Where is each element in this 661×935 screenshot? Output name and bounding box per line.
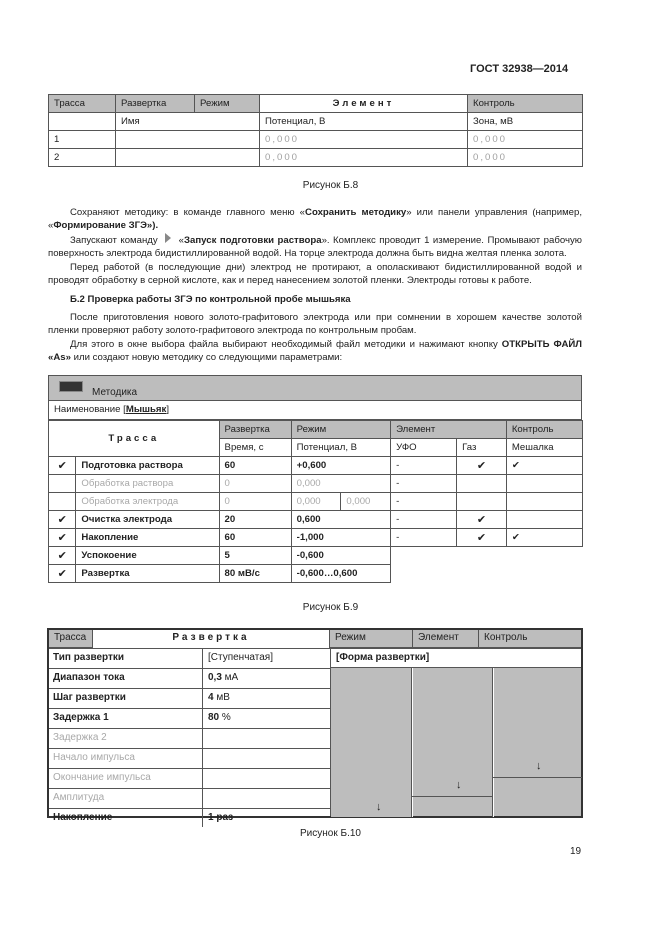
stirrer-checkbox[interactable]: ✔ [506,457,582,475]
setting-row [49,668,330,688]
stirrer-checkbox[interactable] [506,493,582,511]
method-name-row: Наименование [Мышьяк] [48,401,582,420]
time-input[interactable]: 20 [219,511,291,529]
checkbox-checked[interactable]: ✔ [49,529,76,547]
method-table-b9 [48,420,583,583]
gas-checkbox[interactable] [457,475,507,493]
window-title: Методика [92,387,138,398]
gas-checkbox[interactable]: ✔ [457,511,507,529]
tab-element[interactable]: Элемент [260,95,468,113]
time-input[interactable]: 0 [219,493,291,511]
tab-rezhim[interactable]: Режим [291,421,390,439]
accumulation-input[interactable]: 1 раз [208,812,234,823]
stirrer-checkbox[interactable]: ✔ [506,529,582,547]
potential-2-input[interactable]: 0,000 [341,493,391,511]
setting-label: Накопление [49,809,203,827]
ufo-value[interactable]: - [391,475,457,493]
zone-input[interactable]: 0,000 [468,131,583,149]
potential-input[interactable]: 0,600 [291,511,390,529]
potential-input[interactable]: 0,000 [260,149,468,167]
setting-label: Амплитуда [49,789,203,808]
setting-row [49,688,330,708]
scan-settings-panel [47,628,583,823]
figure-caption-b9: Рисунок Б.9 [302,602,359,613]
scan-step-input[interactable]: 4 мВ [208,692,230,703]
stage-name: Успокоение [76,547,219,565]
setting-label: Задержка 1 [49,709,203,728]
scan-rate-input[interactable]: 80 мВ/с [219,565,291,583]
setting-row [49,788,330,808]
checkbox-checked[interactable]: ✔ [49,565,76,583]
tab-kontrol[interactable]: Контроль [479,630,581,648]
checkbox-checked[interactable]: ✔ [49,457,76,475]
gas-checkbox[interactable] [457,493,507,511]
potential-input[interactable]: -0,600 [291,547,390,565]
col-gas-header: Газ [457,439,507,457]
stage-name: Очистка электрода [76,511,219,529]
potential-input[interactable]: 0,000 [291,493,341,511]
potential-input[interactable]: 0,000 [291,475,390,493]
delay-2-input[interactable] [203,729,213,748]
time-input[interactable]: 60 [219,457,291,475]
setting-row [49,728,330,748]
tab-kontrol[interactable]: Контроль [468,95,583,113]
checkbox-unchecked[interactable] [49,475,76,493]
col-name-header: Имя [116,113,260,131]
col-zone-header: Зона, мВ [468,113,583,131]
tab-kontrol[interactable]: Контроль [506,421,582,439]
setting-row [49,808,330,827]
col-potential-header: Потенциал, В [260,113,468,131]
potential-input[interactable]: 0,000 [260,131,468,149]
checkbox-checked[interactable]: ✔ [49,547,76,565]
trassa-header: Трасса [49,421,220,457]
setting-label: Окончание импульса [49,769,203,788]
setting-label: Начало импульса [49,749,203,768]
method-name-input[interactable]: Мышьяк [125,404,167,415]
setting-label: Шаг развертки [49,689,203,708]
potential-input[interactable]: -1,000 [291,529,390,547]
tab-razvertka[interactable]: Развертка [219,421,291,439]
paragraph-launch: Запускают команду «Запуск подготовки раствора». Комплекс проводит 1 измерение. Промывают рабочую поверхность электрода бидистиллированной водой. На торце электрода должна быть видна желтая пленка золота. [48,234,582,260]
stage-name: Обработка раствора [76,475,219,493]
tab-razvertka[interactable]: Развертка [116,95,195,113]
row-number-header [49,113,116,131]
step-divider [492,668,494,817]
row-number: 1 [49,131,116,149]
gas-checkbox[interactable]: ✔ [457,457,507,475]
current-range-select[interactable]: 0,3 мА [208,672,239,683]
scan-shape-diagram [330,667,581,816]
ufo-value[interactable]: - [391,511,457,529]
gas-checkbox[interactable]: ✔ [457,529,507,547]
ufo-value[interactable]: - [391,529,457,547]
setting-row [49,708,330,728]
row-number: 2 [49,149,116,167]
tab-element[interactable]: Элемент [391,421,507,439]
step-divider [411,668,413,817]
potential-input[interactable]: +0,600 [291,457,390,475]
play-icon [165,233,171,243]
stirrer-checkbox[interactable] [506,511,582,529]
stage-name: Накопление [76,529,219,547]
figure-caption-b8: Рисунок Б.8 [302,180,359,191]
potential-range-input[interactable]: -0,600…0,600 [291,565,390,583]
time-input[interactable]: 60 [219,529,291,547]
amplitude-input[interactable] [203,789,213,808]
page-number: 19 [570,846,582,857]
tab-trassa[interactable]: Трасса [49,630,93,648]
setting-row [49,748,330,768]
window-logo-icon [59,381,83,392]
time-input[interactable]: 5 [219,547,291,565]
col-stirrer-header: Мешалка [506,439,582,457]
delay-1-input[interactable]: 80 % [208,712,231,723]
empty-cell [391,547,583,583]
arrow-down-icon: ↓ [536,760,542,772]
setting-row [49,768,330,788]
scan-type-select[interactable]: [Ступенчатая] [208,652,273,663]
setting-label: Тип развертки [49,649,203,668]
setting-row [49,648,330,668]
ufo-value[interactable]: - [391,493,457,511]
document-standard-number: ГОСТ 32938—2014 [470,63,569,75]
zone-input[interactable]: 0,000 [468,149,583,167]
arrow-down-icon: ↓ [376,801,382,813]
ufo-value[interactable]: - [391,457,457,475]
name-input[interactable] [116,149,260,167]
pulse-start-input[interactable] [203,749,213,768]
col-time-header: Время, с [219,439,291,457]
stage-name: Обработка электрода [76,493,219,511]
tab-razvertka[interactable]: Развертка [93,630,330,648]
time-input[interactable]: 0 [219,475,291,493]
pulse-end-input[interactable] [203,769,213,788]
tab-rezhim[interactable]: Режим [195,95,260,113]
checkbox-checked[interactable]: ✔ [49,511,76,529]
tab-element[interactable]: Элемент [413,630,479,648]
scan-shape-title: [Форма развертки] [330,648,581,667]
col-ufo-header: УФО [391,439,457,457]
paragraph-open-file: Для этого в окне выбора файла выбирают необходимый файл методики и нажимают кнопку ОТКРЫТЬ ФАЙЛ «As» или создают новую методику со следующими параметрами: [48,338,583,364]
window-titlebar [48,375,582,401]
body-text [48,206,582,364]
step-2-line [411,796,492,798]
name-input[interactable] [116,131,260,149]
step-3-line [492,777,582,779]
figure-caption-b10: Рисунок Б.10 [300,828,361,839]
paragraph-check: После приготовления нового золото-графитового электрода или при сомнении в хорошем качестве золотой пленки проверяют работу золото-графитового электрода по контрольным пробам. [48,311,582,337]
arrow-down-icon: ↓ [456,779,462,791]
paragraph-daily: Перед работой (в последующие дни) электрод не протирают, а ополаскивают бидистиллированной водой и проводят обработку в серной кислоте, как и перед нанесением золотой пленки. Электроды готовы к работе. [48,261,582,287]
setting-label: Задержка 2 [49,729,203,748]
stage-name: Развертка [76,565,219,583]
settings-list [49,648,330,827]
checkbox-unchecked[interactable] [49,493,76,511]
stage-name: Подготовка раствора [76,457,219,475]
col-potential-header: Потенциал, В [291,439,390,457]
tab-rezhim[interactable]: Режим [330,630,413,648]
stirrer-checkbox[interactable] [506,475,582,493]
setting-label: Диапазон тока [49,669,203,688]
step-1 [331,800,411,817]
trassa-table-b8 [48,94,583,167]
tab-trassa[interactable]: Трасса [49,95,116,113]
section-heading: Б.2 Проверка работы ЗГЭ по контрольной пробе мышьяка [70,294,351,306]
paragraph-save: Сохраняют методику: в команде главного меню «Сохранить методику» или панели управления (например, «Формирование ЗГЭ»). [48,207,582,232]
